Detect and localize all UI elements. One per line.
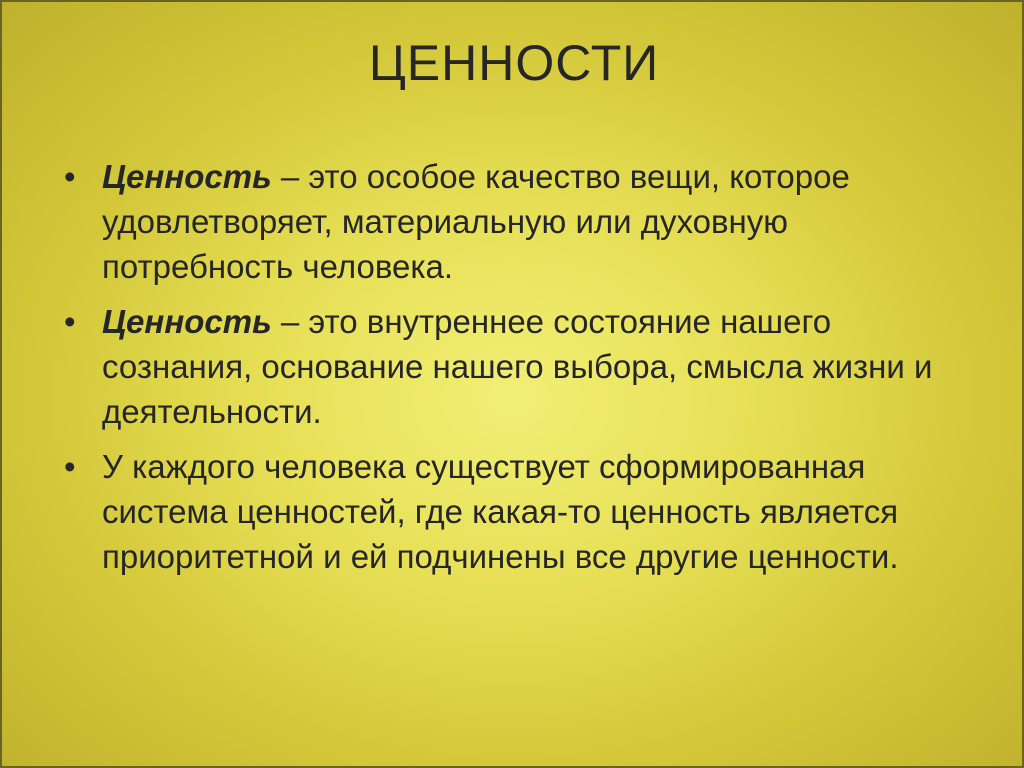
bullet-term: Ценность xyxy=(102,158,272,195)
bullet-dot-icon: • xyxy=(64,158,76,195)
bullet-item xyxy=(62,444,962,579)
bullet-item xyxy=(62,154,962,289)
bullet-dot-icon: • xyxy=(64,448,76,485)
bullet-text: У каждого человека существует сформированная система ценностей, где какая-то ценность является приоритетной и ей подчинены все другие ценности. xyxy=(102,448,899,575)
bullet-dot-icon: • xyxy=(64,303,76,340)
slide-title: ЦЕННОСТИ xyxy=(368,35,660,91)
bullet-term: Ценность xyxy=(102,303,272,340)
bullet-item xyxy=(62,299,962,434)
bullet-text: – это внутреннее состояние нашего сознания, основание нашего выбора, смысла жизни и деятельности. xyxy=(102,303,933,430)
bullet-text: – это особое качество вещи, которое удовлетворяет, материальную или духовную потребность человека. xyxy=(102,158,850,285)
bullet-list xyxy=(62,154,962,589)
